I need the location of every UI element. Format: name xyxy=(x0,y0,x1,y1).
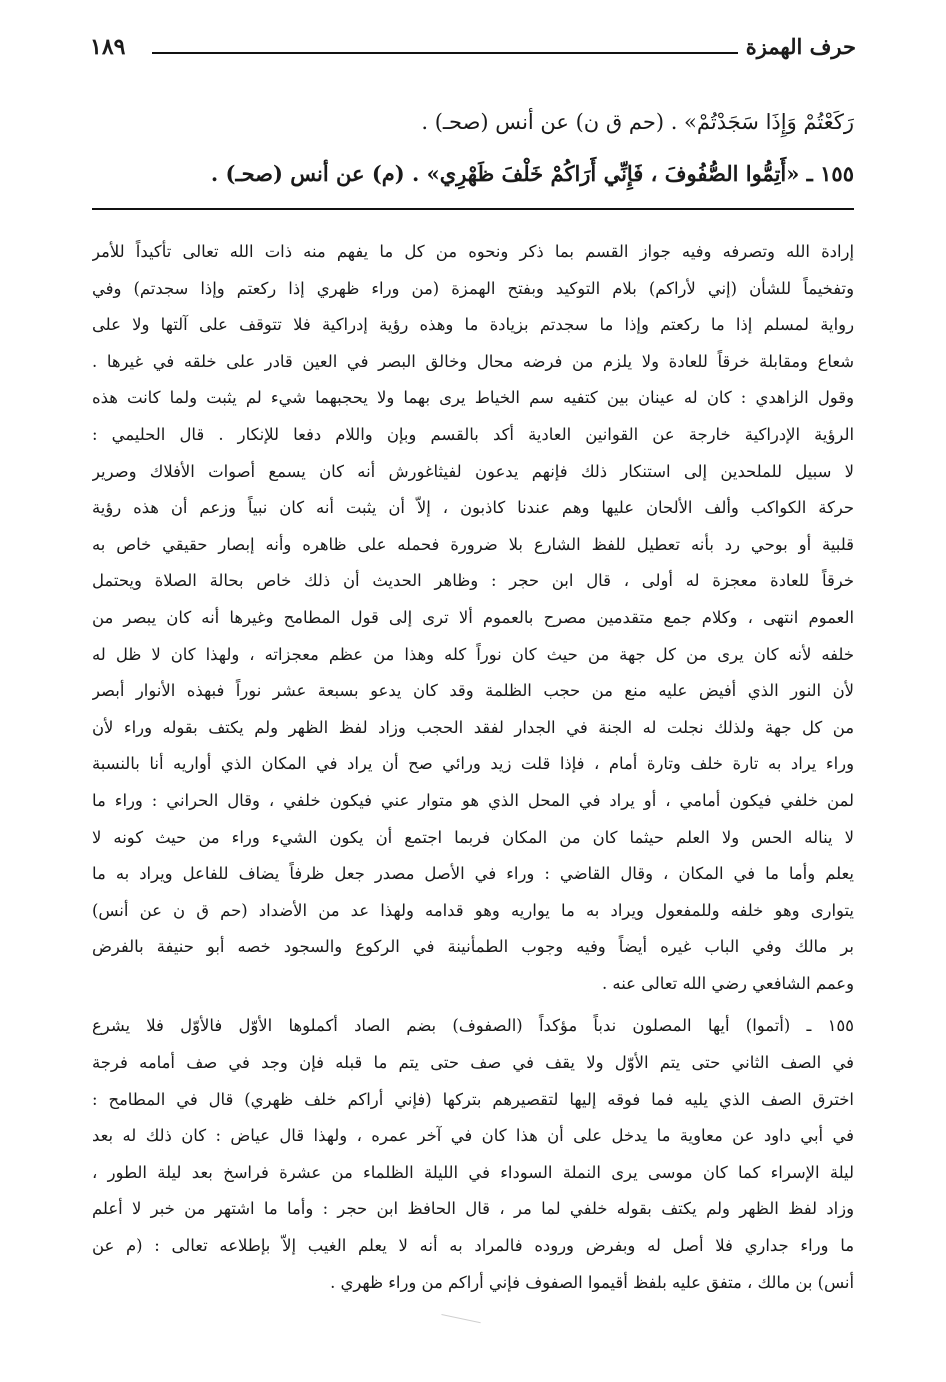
commentary-line: الرؤية الإدراكية خارجة عن القوانين العادية أكد بالقسم وبإن واللام دفعا للإنكار . قال الحليمي : xyxy=(92,424,854,444)
page-number: ١٨٩ xyxy=(90,34,126,60)
commentary-line: خرقاً للعادة معجزة له أولى ، قال ابن حجر : وظاهر الحديث أن ذلك خاص بحالة الصلاة ويحتمل xyxy=(92,571,854,591)
commentary-line: اخترق الصف الذي يليه فما فوقه إليها لتقصيرهم بتركها (فإني أراكم خلف ظهري) قال في المطامح : xyxy=(92,1089,854,1109)
hadith-text xyxy=(100,96,854,200)
commentary-line: في الصف الثاني حتى يتم الأوّل ولا يقف في صف حتى يتم ما قبله فإن وجد في صف أمامه فرجة xyxy=(92,1053,854,1073)
commentary-line: إرادة الله وتصرفه وفيه جواز القسم بما ذكر ونحوه من كل ما يفهم منه ذات الله تعالى تأكيداً للأمر xyxy=(92,242,854,261)
commentary-line: ليلة الإسراء كما كان موسى يرى النملة السوداء في الليلة الظلماء من عشرة فراسخ بعد ليلة الطور ، xyxy=(92,1162,854,1182)
hadith-line: ١٥٥ ـ «أَتِمُّوا الصُّفُوفَ ، فَإِنِّي أَرَاكُمْ خَلْفَ ظَهْرِي» . (م) عن أنس (صحـ) . xyxy=(210,161,854,186)
commentary-line: لمن خلفي فيكون أمامي ، أو يراد في المحل الذي هو متوار عني فيكون خلفي ، وقال الحراني : وراء ما xyxy=(92,790,854,810)
header-rule xyxy=(152,52,738,54)
commentary-line: بر مالك وفي الباب غيره أيضاً وفيه وجوب الطمأنينة في الركوع والسجود خصه أبو حنيفة بالفرض xyxy=(92,937,854,957)
running-title: حرف الهمزة xyxy=(745,34,856,59)
commentary-line: أنس) بن مالك ، متفق عليه بلفظ أقيموا الصفوف فإني أراكم من وراء ظهري . xyxy=(330,1272,854,1292)
hadith-line: رَكَعْتُمْ وَإِذَا سَجَدْتُمْ» . (حم ق ن) عن أنس (صحـ) . xyxy=(421,110,854,134)
commentary-line: رواية لمسلم إذا ما ركعتم وإذا ما سجدتم بزيادة ما وهذه رؤية إدراكية فلا تتوقف على آلتها ولا على xyxy=(92,315,854,335)
commentary-line: وزاد لفظ الظهر ولم يكتف بقوله خلفي لما مر ، قال الحافظ ابن حجر : وأما ما اشتهر من خبر لا أعلم xyxy=(92,1199,854,1219)
commentary-line: خلفه لأنه كان يرى من كل جهة من حيث كان نوراً كله وهذا من عظم معجزاته ، ولهذا كان لا ظل له xyxy=(92,644,854,664)
commentary-line: وقول الزاهدي : كان له عينان بين كتفيه سم الخياط يرى بهما ولا يحجبهما شيء لم يثبت ولما كانت هذه xyxy=(92,388,854,408)
commentary-line: لا سبيل للملحدين إلى استنكار ذلك فإنهم يدعون لفيثاغورش أنه كان يسمع أصوات الأفلاك وصرير xyxy=(92,461,854,481)
commentary-text xyxy=(92,234,854,1301)
commentary-line: قلبية أو بوحي رد بأنه تعطيل للفظ الشارع بلا ضرورة فحمله على ظاهره وأنه إبصار حقيقي خاص به xyxy=(92,534,854,554)
scan-mark xyxy=(439,1314,480,1333)
commentary-line: ١٥٥ ـ (أتموا) أيها المصلون ندباً مؤكداً (الصفوف) بضم الصاد أكملوها الأوّل فالأوّل فلا يشرع xyxy=(92,1016,854,1036)
commentary-line: شعاع ومقابلة خرقاً للعادة ولا يلزم من فرضه محال وخالق البصر في العين قادر على خلقه في غيرها . xyxy=(92,351,854,371)
commentary-line: من كل جهة ولذلك نجلت له الجنة في الجدار لفقد الحجب وزاد لفظ الظهر ولم يكتف بقوله وراء لأن xyxy=(92,717,854,737)
commentary-line: يعلم وأما ما في المكان ، وقال القاضي : وراء في الأصل مصدر جعل ظرفاً يضاف للفاعل ويراد به ما xyxy=(92,864,854,884)
commentary-line: وتفخيماً للشأن (إني لأراكم) بلام التوكيد وبفتح الهمزة (من وراء ظهري إذا ركعتم وإذا سجدتم) وفي xyxy=(92,278,854,298)
commentary-line: وراء يراد به تارة خلف وتارة أمام ، فإذا قلت زيد ورائي صح أن يراد في المكان الذي أواريه أنا بالنسبة xyxy=(92,754,854,774)
footnote-divider xyxy=(92,208,854,210)
commentary-line: العموم انتهى ، وكلام جمع متقدمين مصرح بالعموم ألا ترى إلى قول المطامح وغيرها أنه كان يبصر من xyxy=(92,607,854,627)
commentary-line: لا يناله الحس ولا العلم حيثما كان من المكان فربما اجتمع أن يكون الشيء وراء من حيث كونه لا xyxy=(92,827,854,847)
commentary-line: في أبي داود عن معاوية ما يدخل على أن هذا كان في آخر عمره ، ولهذا قال عياض : كان ذلك له بعد xyxy=(92,1126,854,1146)
commentary-line: يتوارى وهو خلفه وللمفعول ويراد به ما يواريه وهو قدامه ولهذا عد من الأضداد (حم ق ن عن أنس) xyxy=(92,900,854,920)
commentary-line: لأن النور الذي أفيض عليه منع من حجب الظلمة وقد كان يدعو بسبعة عشر نوراً فبهذه الأنوار أبصر xyxy=(92,681,854,701)
commentary-line: وعمم الشافعي رضي الله تعالى عنه . xyxy=(601,973,854,993)
page-header xyxy=(90,30,856,64)
commentary-line: حركة الكواكب وألف الألحان عليها وهم عندنا كاذبون ، إلاّ أن يثبت أنه كان نبياً وزعم أن هذه رؤية xyxy=(92,498,854,518)
commentary-line: ما وراء جداري فلا أصل له وبفرض وروده فالمراد به أنه لا يعلم الغيب إلاّ بإطلاعه تعالى : (م عن xyxy=(92,1236,854,1256)
